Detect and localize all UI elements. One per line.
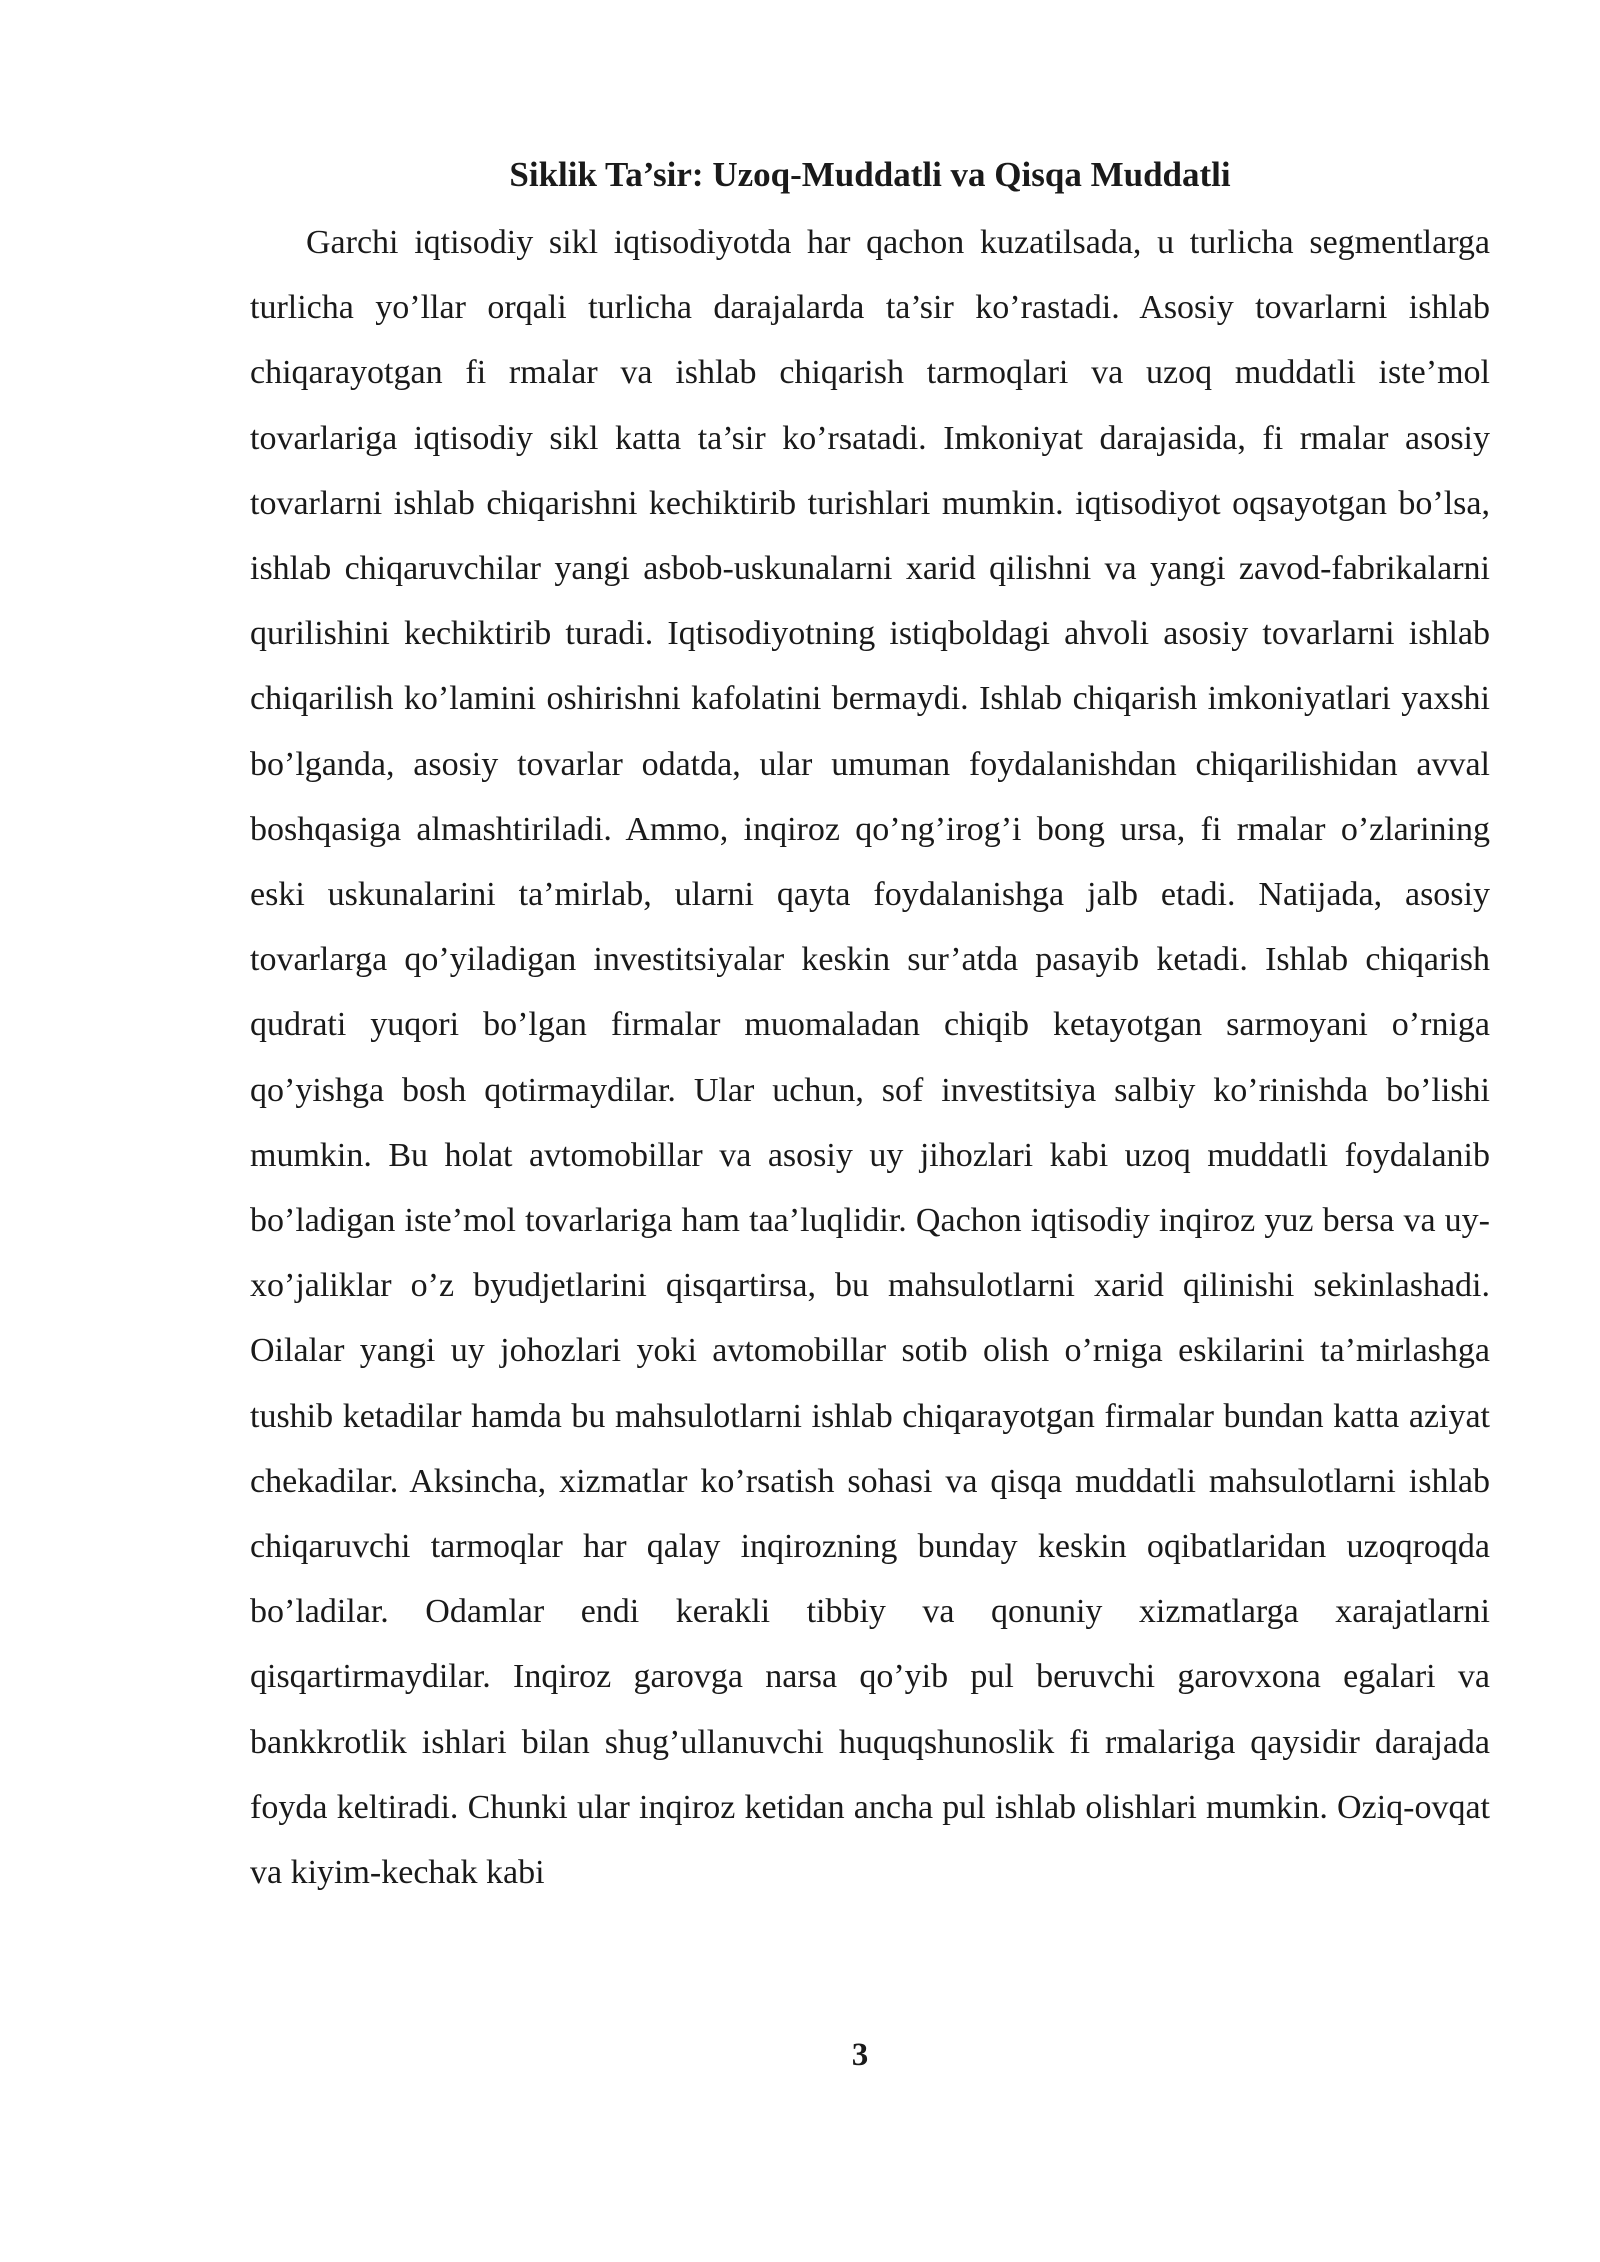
page-title: Siklik Ta’sir: Uzoq-Muddatli va Qisqa Muddatli (509, 155, 1231, 194)
page-number: 3 (851, 2037, 869, 2073)
body-paragraph: Garchi iqtisodiy sikl iqtisodiyotda har qachon kuzatilsada, u turlicha segmentlarga turlicha yo’llar orqali turlicha darajalarda ta’sir ko’rastadi. Asosiy tovarlarni ishlab chiqarayotgan fi rmalar va ishlab chiqarish tarmoqlari va uzoq muddatli iste’mol tovarlariga iqtisodiy sikl katta ta’sir ko’rsatadi. Imkoniyat darajasida, fi rmalar asosiy tovarlarni ishlab chiqarishni kechiktirib turishlari mumkin. iqtisodiyot oqsayotgan bo’lsa, ishlab chiqaruvchilar yangi asbob-uskunalarni xarid qilishni va yangi zavod-fabrikalarni qurilishini kechiktirib turadi. Iqtisodiyotning istiqboldagi ahvoli asosiy tovarlarni ishlab chiqarilish ko’lamini oshirishni kafolatini bermaydi. Ishlab chiqarish imkoniyatlari yaxshi bo’lganda, asosiy tovarlar odatda, ular umuman foydalanishdan chiqarilishidan avval boshqasiga almashtiriladi. Ammo, inqiroz qo’ng’irog’i bong ursa, fi rmalar o’zlarining eski uskunalarini ta’mirlab, ularni qayta foydalanishga jalb etadi. Natijada, asosiy tovarlarga qo’yiladigan investitsiyalar keskin sur’atda pasayib ketadi. Ishlab chiqarish qudrati yuqori bo’lgan firmalar muomaladan chiqib ketayotgan sarmoyani o’rniga qo’yishga bosh qotirmaydilar. Ular uchun, sof investitsiya salbiy ko’rinishda bo’lishi mumkin. Bu holat avtomobillar va asosiy uy jihozlari kabi uzoq muddatli foydalanib bo’ladigan iste’mol tovarlariga ham taa’luqlidir. Qachon iqtisodiy inqiroz yuz bersa va uy-xo’jaliklar o’z byudjetlarini qisqartirsa, bu mahsulotlarni xarid qilinishi sekinlashadi. Oilalar yangi uy johozlari yoki avtomobillar sotib olish o’rniga eskilarini ta’mirlashga tushib ketadilar hamda bu mahsulotlarni ishlab chiqarayotgan firmalar bundan katta aziyat chekadilar. Aksincha, xizmatlar ko’rsatish sohasi va qisqa muddatli mahsulotlarni ishlab chiqaruvchi tarmoqlar har qalay inqirozning bunday keskin oqibatlaridan uzoqroqda bo’ladilar. Odamlar endi kerakli tibbiy va qonuniy xizmatlarga xarajatlarni qisqartirmaydilar. Inqiroz garovga narsa qo’yib pul beruvchi garovxona egalari va bankkrotlik ishlari bilan shug’ullanuvchi huquqshunoslik fi rmalariga qaysidir darajada foyda keltiradi. Chunki ular inqiroz ketidan ancha pul ishlab olishlari mumkin. Oziq-ovqat va kiyim-kechak kabi (250, 224, 1490, 1892)
